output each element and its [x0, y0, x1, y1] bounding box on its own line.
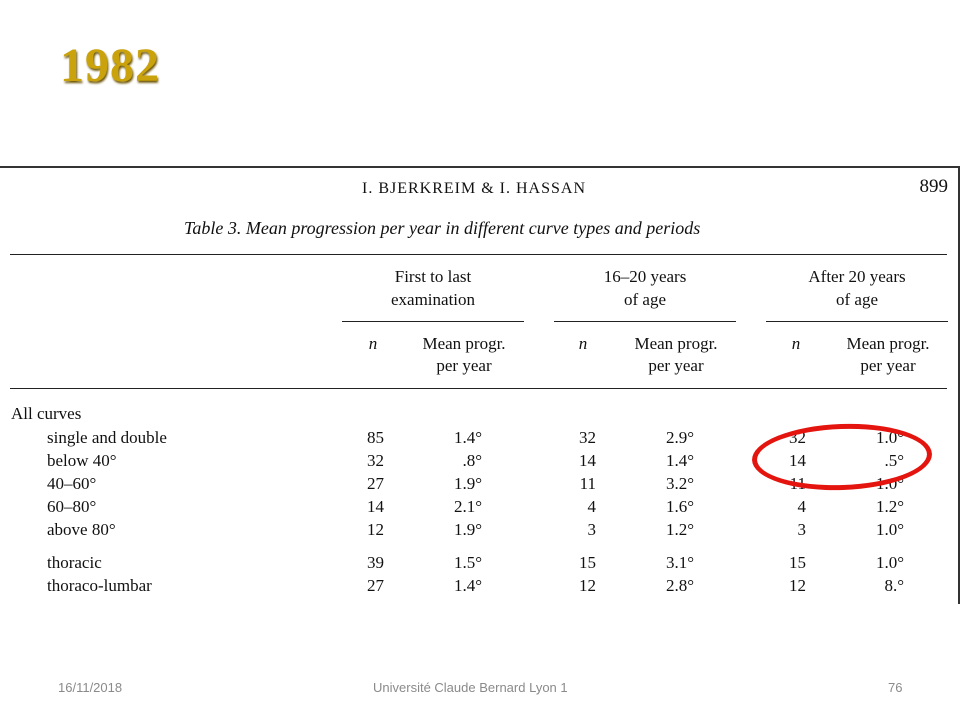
subheader-mean	[822, 333, 954, 377]
cell-n: 12	[579, 576, 596, 595]
cell-n: 27	[367, 474, 384, 493]
cell-mean-progression: 2.1°	[453, 497, 482, 516]
cell-mean-progression: .5°	[884, 451, 904, 470]
cell-mean-progression: 1.2°	[665, 520, 694, 539]
subheader-n: n	[368, 334, 378, 353]
row-label: single and double	[47, 428, 167, 447]
cell-n: 15	[789, 553, 806, 572]
cell-n: 15	[579, 553, 596, 572]
page-number: 899	[919, 176, 948, 197]
cell-n: 32	[367, 451, 384, 470]
cell-mean-progression: 1.9°	[453, 520, 482, 539]
row-label: 60–80°	[47, 497, 97, 516]
footer-institution: Université Claude Bernard Lyon 1	[373, 680, 568, 695]
cell-mean-progression: 1.5°	[453, 553, 482, 572]
cell-n: 3	[587, 520, 596, 539]
group-header-line2: of age	[835, 290, 878, 309]
group-header-line1: First to last	[394, 267, 472, 286]
table-title: Table 3. Mean progression per year in different curve types and periods	[184, 218, 701, 238]
cell-n: 39	[367, 553, 384, 572]
cell-n: 14	[789, 451, 806, 470]
group-rule	[554, 321, 736, 322]
row-label: below 40°	[47, 451, 117, 470]
cell-n: 14	[579, 451, 596, 470]
cell-n: 4	[797, 497, 806, 516]
header-bottom-rule	[10, 388, 947, 389]
subheader-n: n	[578, 334, 588, 353]
cell-mean-progression: 3.1°	[665, 553, 694, 572]
table-top-rule	[10, 254, 947, 255]
cell-n: 85	[367, 428, 384, 447]
cell-mean-progression: 2.8°	[665, 576, 694, 595]
subheader-mean-line2: per year	[860, 356, 916, 375]
cell-mean-progression: 1.6°	[665, 497, 694, 516]
cell-n: 27	[367, 576, 384, 595]
group-rule	[342, 321, 524, 322]
group-header-line2: of age	[623, 290, 666, 309]
cell-mean-progression: 1.0°	[875, 520, 904, 539]
subheader-mean-line1: Mean progr.	[634, 334, 718, 353]
cell-n: 32	[789, 428, 806, 447]
subheader-mean-line1: Mean progr.	[846, 334, 930, 353]
cell-mean-progression: 1.2°	[875, 497, 904, 516]
cell-mean-progression: 8.°	[884, 576, 904, 595]
cell-n: 14	[367, 497, 384, 516]
scanned-table-page	[0, 166, 960, 604]
cell-mean-progression: 1.0°	[875, 428, 904, 447]
cell-mean-progression: .8°	[462, 451, 482, 470]
cell-mean-progression: 2.9°	[665, 428, 694, 447]
group-header-line1: 16–20 years	[603, 267, 687, 286]
subheader-n: n	[791, 334, 801, 353]
footer-date: 16/11/2018	[58, 680, 123, 695]
subheader-mean	[610, 333, 742, 377]
subheader-mean	[398, 333, 530, 377]
cell-n: 32	[579, 428, 596, 447]
row-label: above 80°	[47, 520, 116, 539]
group-header-16-20	[554, 265, 736, 311]
cell-mean-progression: 1.4°	[453, 428, 482, 447]
group-rule	[766, 321, 948, 322]
cell-n: 3	[797, 520, 806, 539]
row-label: thoraco-lumbar	[47, 576, 152, 595]
row-label: thoracic	[47, 553, 102, 572]
cell-n: 12	[789, 576, 806, 595]
cell-n: 11	[789, 474, 806, 493]
cell-n: 11	[579, 474, 596, 493]
cell-n: 12	[367, 520, 384, 539]
subheader-mean-line2: per year	[436, 356, 492, 375]
section-label-all-curves: All curves	[11, 404, 82, 423]
cell-mean-progression: 1.4°	[665, 451, 694, 470]
subheader-mean-line2: per year	[648, 356, 704, 375]
group-header-line2: examination	[390, 290, 476, 309]
cell-mean-progression: 1.0°	[875, 553, 904, 572]
cell-mean-progression: 1.4°	[453, 576, 482, 595]
footer-page-number: 76	[888, 680, 903, 695]
row-label: 40–60°	[47, 474, 97, 493]
group-header-line1: After 20 years	[808, 267, 906, 286]
subheader-mean-line1: Mean progr.	[422, 334, 506, 353]
group-header-after-20	[766, 265, 948, 311]
cell-mean-progression: 1.0°	[875, 474, 904, 493]
cell-mean-progression: 3.2°	[665, 474, 694, 493]
slide-year-title: 1982	[60, 39, 160, 92]
cell-n: 4	[587, 497, 596, 516]
authors-header: I. BJERKREIM & I. HASSAN	[362, 180, 587, 197]
cell-mean-progression: 1.9°	[453, 474, 482, 493]
group-header-first-to-last	[342, 265, 524, 311]
